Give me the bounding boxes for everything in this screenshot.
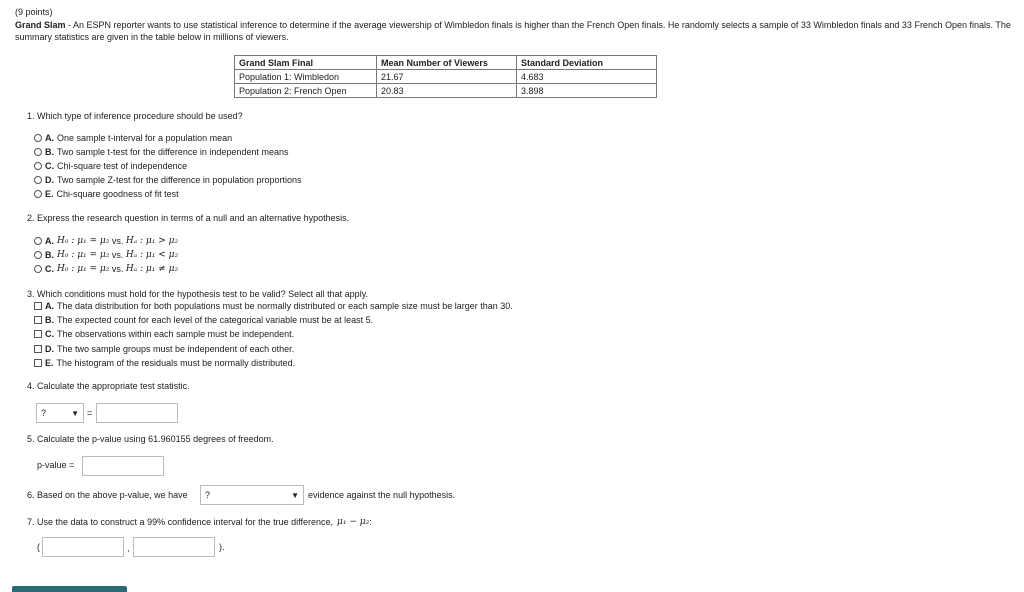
chevron-down-icon: ▼ [291,490,299,500]
equals-sign: = [87,408,93,418]
problem-intro [15,19,1015,43]
radio-button[interactable] [34,176,42,184]
option-text: The expected count for each level of the categorical variable must be at least 5. [57,315,374,325]
option-text: Two sample Z-test for the difference in population proportions [57,175,302,185]
q2-option-a[interactable] [34,236,178,246]
difference-expression: μ₁ − μ₂ [337,517,370,527]
q1-option-e[interactable] [34,189,179,199]
alternative-hypothesis: Hₐ : μ₁ ≠ μ₂ [125,264,179,274]
option-letter: C. [45,264,54,274]
table-header-row [235,56,657,70]
table-cell: 4.683 [517,70,657,84]
option-letter: C. [45,161,54,171]
option-text: The observations within each sample must be independent. [57,329,295,339]
option-letter: E. [45,358,54,368]
vs-label: vs. [109,236,126,246]
comma: , [127,543,130,553]
select-value: ? [41,408,47,418]
q2-option-c[interactable] [34,264,178,274]
q1-option-a[interactable] [34,133,232,143]
question-6-prefix: 6. Based on the above p-value, we have [27,490,188,500]
option-letter: A. [45,301,54,311]
q3-option-a[interactable] [34,301,513,311]
option-letter: B. [45,315,54,325]
summary-statistics-table [234,55,657,98]
table-row [235,84,657,98]
option-text: Two sample t-test for the difference in independent means [57,147,289,157]
q2-option-b[interactable] [34,250,178,260]
option-text: The data distribution for both populations must be normally distributed or each sample size must be larger than 30. [57,301,513,311]
test-statistic-input[interactable] [96,403,178,423]
radio-button[interactable] [34,237,42,245]
null-hypothesis: H₀ : μ₁ = μ₂ [57,264,110,274]
ci-lower-input[interactable] [42,537,124,557]
option-letter: A. [45,133,54,143]
question-4-text: 4. Calculate the appropriate test statistic. [27,381,190,391]
colon: : [369,517,372,527]
radio-button[interactable] [34,265,42,273]
evidence-select[interactable] [200,485,304,505]
q3-option-c[interactable] [34,329,294,339]
radio-button[interactable] [34,251,42,259]
radio-button[interactable] [34,134,42,142]
table-cell: 3.898 [517,84,657,98]
q1-option-c[interactable] [34,161,187,171]
question-7-text [27,517,372,527]
q3-option-d[interactable] [34,344,294,354]
table-header: Grand Slam Final [235,56,377,70]
checkbox[interactable] [34,302,42,310]
table-header: Mean Number of Viewers [377,56,517,70]
option-letter: D. [45,175,54,185]
q3-option-b[interactable] [34,315,373,325]
option-text: The two sample groups must be independent of each other. [57,344,295,354]
question-6-suffix: evidence against the null hypothesis. [308,490,456,500]
table-cell: Population 2: French Open [235,84,377,98]
null-hypothesis: H₀ : μ₁ = μ₂ [57,250,110,260]
option-text: One sample t-interval for a population mean [57,133,233,143]
option-letter: D. [45,344,54,354]
option-letter: A. [45,236,54,246]
q1-option-d[interactable] [34,175,301,185]
p-value-label: p-value = [37,460,75,470]
radio-button[interactable] [34,190,42,198]
option-text: Chi-square goodness of fit test [56,189,179,199]
question-3-text: 3. Which conditions must hold for the hypothesis test to be valid? Select all that apply. [27,289,369,299]
table-cell: Population 1: Wimbledon [235,70,377,84]
radio-button[interactable] [34,162,42,170]
problem-title: Grand Slam [15,20,66,30]
table-header: Standard Deviation [517,56,657,70]
problem-description: - An ESPN reporter wants to use statistical inference to determine if the average viewership of Wimbledon finals is higher than the French Open finals. He randomly selects a sample of 33 Wimbledon finals and 33 French Open finals. The summary statistics are given in the table below in millions of viewers. [15,20,1011,42]
question-5-text: 5. Calculate the p-value using 61.960155 degrees of freedom. [27,434,274,444]
option-letter: B. [45,250,54,260]
alternative-hypothesis: Hₐ : μ₁ > μ₂ [125,236,179,246]
q1-option-b[interactable] [34,147,288,157]
vs-label: vs. [109,264,126,274]
question-7-label: 7. Use the data to construct a 99% confidence interval for the true difference, [27,517,334,527]
checkbox[interactable] [34,345,42,353]
option-letter: C. [45,329,54,339]
question-2-text: 2. Express the research question in terms of a null and an alternative hypothesis. [27,213,350,223]
close-paren: ). [219,542,225,552]
chevron-down-icon: ▼ [71,408,79,418]
table-cell: 20.83 [377,84,517,98]
alternative-hypothesis: Hₐ : μ₁ < μ₂ [125,250,179,260]
select-value: ? [205,490,211,500]
option-letter: B. [45,147,54,157]
null-hypothesis: H₀ : μ₁ = μ₂ [57,236,110,246]
checkbox[interactable] [34,330,42,338]
question-1-text: 1. Which type of inference procedure should be used? [27,111,243,121]
open-paren: ( [37,542,40,552]
vs-label: vs. [109,250,126,260]
p-value-input[interactable] [82,456,164,476]
ci-upper-input[interactable] [133,537,215,557]
checkbox[interactable] [34,359,42,367]
checkbox[interactable] [34,316,42,324]
option-text: Chi-square test of independence [57,161,188,171]
option-text: The histogram of the residuals must be normally distributed. [56,358,296,368]
test-statistic-select[interactable] [36,403,84,423]
submit-button-edge[interactable] [12,586,127,592]
q3-option-e[interactable] [34,358,295,368]
radio-button[interactable] [34,148,42,156]
points-label: (9 points) [15,7,53,17]
table-row [235,70,657,84]
table-cell: 21.67 [377,70,517,84]
option-letter: E. [45,189,54,199]
